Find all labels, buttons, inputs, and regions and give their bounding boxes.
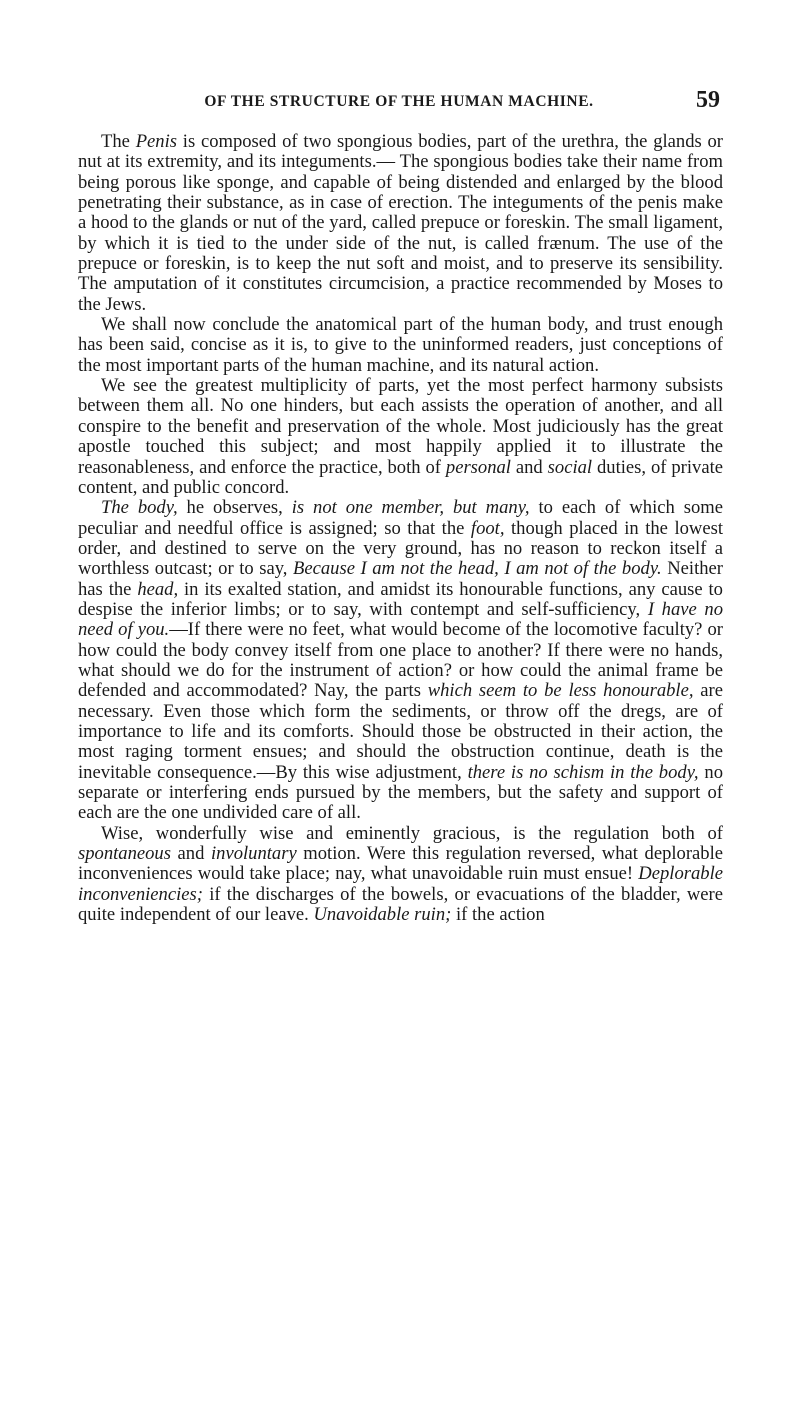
italic-text: foot,	[470, 517, 505, 539]
paragraph	[78, 315, 723, 376]
page-number: 59	[696, 87, 720, 113]
text-run: Neither has the	[78, 558, 723, 600]
text-run: We see the greatest multiplicity of parts, yet the most perfect harmony subsists between them all. No one hinders, but each assists the operation of another, and all conspire to the benefit and preservation of the whole. Most judiciously has the great apostle touched this subject; and most happily applied it to illustrate the reasonableness, and enforce the practice, both of	[78, 375, 723, 478]
italic-text: which seem to be less honourable,	[427, 680, 694, 702]
text-run: no separate or interfering ends pursued by the members, but the safety and support of each are the one undivided care of all.	[78, 761, 723, 824]
text-run: and	[170, 843, 211, 865]
text-run: The	[101, 131, 136, 152]
italic-text: Because I am not the head, I am not of the body.	[293, 558, 662, 580]
text-run: to each of which some peculiar and needful office is assigned; so that the	[78, 497, 723, 539]
italic-text: spontaneous	[78, 843, 171, 865]
running-title: OF THE STRUCTURE OF THE HUMAN MACHINE.	[204, 93, 594, 110]
italic-text: is not one member, but many,	[291, 497, 530, 519]
text-run: are necessary. Even those which form the sediments, or throw off the dregs, are of importance to life and its comforts. Should those be obstructed in their action, the most raging torment ensues; and should the obstruction continue, death is the inevitable consequence.—By this wise adjustment,	[78, 680, 723, 783]
italic-text: involuntary	[210, 843, 297, 865]
text-run: duties, of private content, and public concord.	[78, 456, 723, 498]
text-run: he observes,	[177, 497, 292, 519]
text-run: though placed in the lowest order, and destined to serve on the very ground, has no reason to reckon itself a worthless outcast; or to say,	[78, 517, 723, 580]
paragraph	[78, 824, 723, 926]
italic-text: Penis	[135, 131, 177, 152]
italic-text: head,	[137, 578, 179, 600]
text-run: —If there were no feet, what would become of the locomotive faculty? or how could the body convey itself from one place to another? If there were no hands, what should we do for the instrument of action? or how could the animal frame be defended and accommodated? Nay, the parts	[78, 619, 723, 702]
italic-text: The body,	[101, 497, 178, 519]
paragraph	[78, 376, 723, 498]
text-run: if the action	[451, 904, 545, 926]
text-run: if the discharges of the bowels, or evacuations of the bladder, were quite independent of our leave.	[78, 883, 723, 926]
italic-text: Unavoidable ruin;	[313, 904, 452, 926]
text-run: We shall now conclude the anatomical part of the human body, and trust enough has been said, concise as it is, to give to the uninformed readers, just conceptions of the most important parts of the human machine, and its natural action.	[78, 314, 723, 376]
paragraph	[78, 132, 723, 315]
italic-text: social	[547, 456, 593, 478]
italic-text: I have no need of you.	[78, 598, 723, 641]
text-run: is composed of two spongious bodies, part of the urethra, the glands or nut at its extremity, and its integuments.— The spongious bodies take their name from being porous like sponge, and capable of being distended and enlarged by the blood penetrating their substance, as in case of erection. The integuments of the penis make a hood to the glands or nut of the yard, called prepuce or foreskin. The small ligament, by which it is tied to the under side of the nut, is called frænum. The use of the prepuce or foreskin, is to keep the nut soft and moist, and to preserve its sensibility. The amputation of it constitutes circumcision, a practice recommended by Moses to the Jews.	[78, 131, 723, 315]
text-run: motion. Were this regulation reversed, what deplorable inconveniences would take place; nay, what unavoidable ruin must ensue!	[78, 843, 723, 885]
running-head	[78, 87, 720, 114]
text-run: Wise, wonderfully wise and eminently gracious, is the regulation both of	[101, 822, 723, 844]
text-run: and	[510, 456, 548, 478]
italic-text: there is no schism in the body,	[467, 761, 699, 783]
body-text	[78, 132, 723, 925]
paragraph	[78, 498, 723, 824]
italic-text: Deplorable inconveniencies;	[78, 863, 723, 905]
text-run: in its exalted station, and amidst its honourable functions, any cause to despise the inferior limbs; or to say, with contempt and self-sufficiency,	[78, 578, 723, 620]
italic-text: personal	[445, 456, 511, 478]
